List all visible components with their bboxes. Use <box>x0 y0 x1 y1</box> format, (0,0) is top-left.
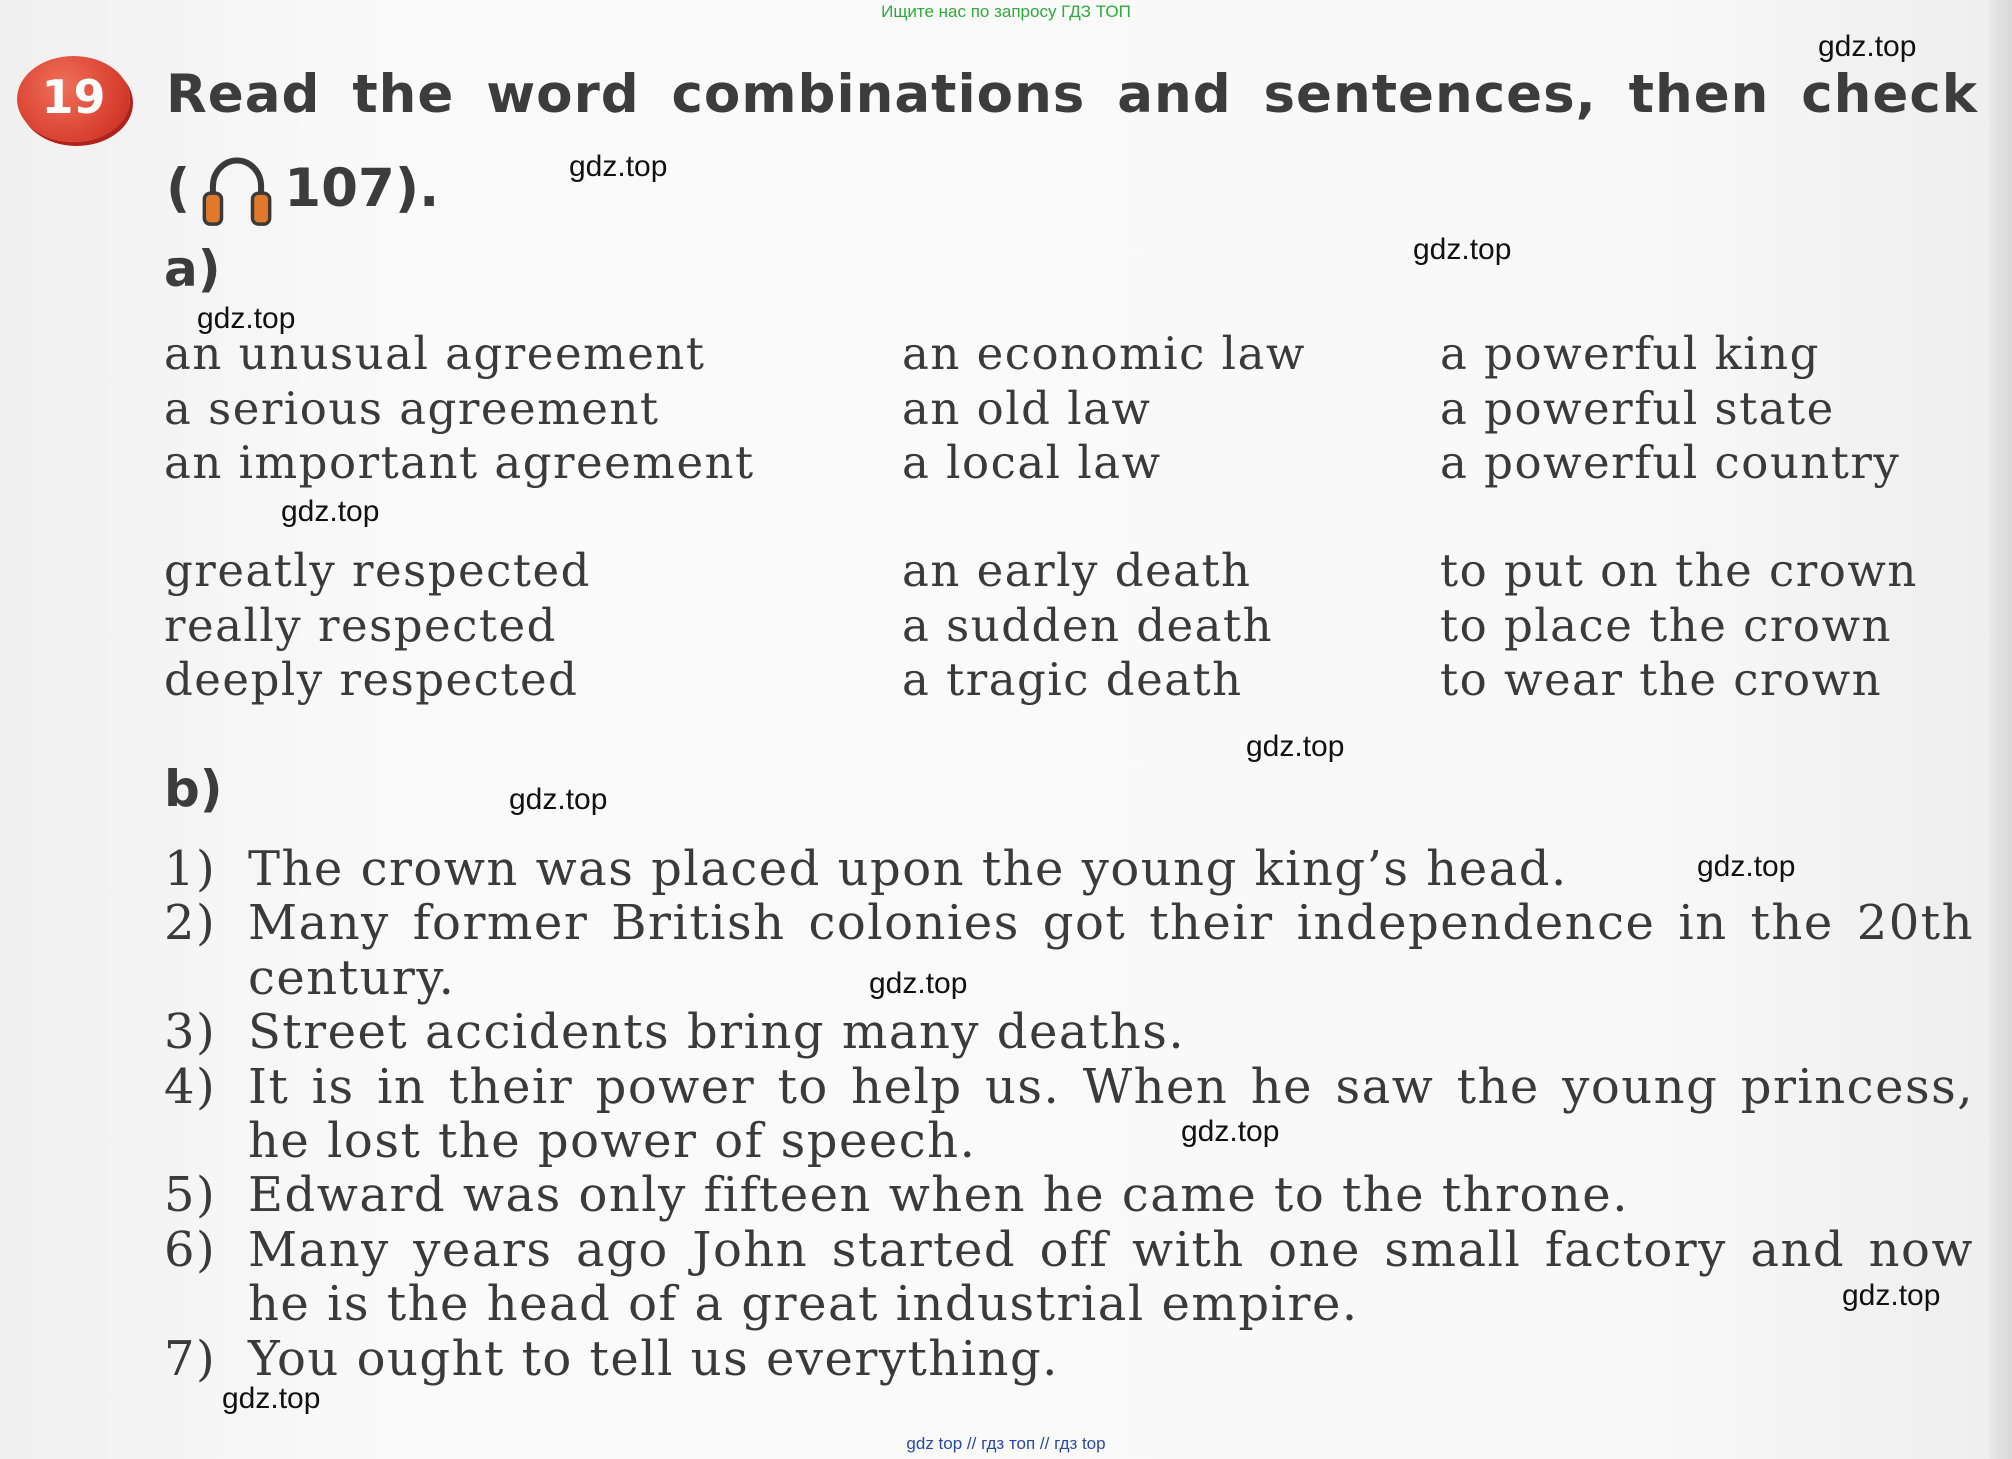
watermark: gdz.top <box>1246 730 1345 763</box>
group1-col3 <box>1440 327 1900 491</box>
sentence-line: You ought to tell us everything. <box>248 1330 1059 1387</box>
sentence-line: he lost the power of speech. <box>248 1113 977 1170</box>
audio-track-number: 107). <box>284 157 440 219</box>
sentence-line: he is the head of a great industrial empire. <box>248 1276 1359 1333</box>
watermark: gdz.top <box>1413 233 1512 266</box>
page-edge <box>1990 0 2012 1459</box>
top-banner[interactable]: Ищите нас по запросу ГДЗ ТОП <box>881 2 1131 21</box>
sentence-line: century. <box>248 949 456 1006</box>
open-paren: ( <box>166 157 191 219</box>
sentence-4 <box>164 1060 1974 1169</box>
part-a-label: a) <box>164 240 221 298</box>
watermark: gdz.top <box>281 495 380 528</box>
sentence-number: 5) <box>164 1167 217 1224</box>
word-combination: really respected <box>164 598 557 652</box>
word-combination: a sudden death <box>902 598 1274 652</box>
part-b-label: b) <box>164 760 223 818</box>
group1-col2 <box>902 327 1306 491</box>
word-combination: a tragic death <box>902 653 1243 706</box>
word-combination: to place the crown <box>1440 598 1892 652</box>
watermark: gdz.top <box>1697 850 1796 883</box>
watermark: gdz.top <box>869 967 968 1000</box>
word-combination: a powerful king <box>1440 327 1820 380</box>
sentence-number: 2) <box>164 895 217 952</box>
sentence-number: 6) <box>164 1221 217 1278</box>
word-combination: deeply respected <box>164 653 579 706</box>
sentence-5 <box>164 1168 1974 1222</box>
word-combination: a powerful country <box>1440 436 1901 489</box>
word-combination: an unusual agreement <box>164 327 706 380</box>
watermark: gdz.top <box>197 302 296 335</box>
sentence-2 <box>164 896 1974 1005</box>
group2-col1 <box>164 544 591 708</box>
exercise-heading-line2 <box>166 152 439 224</box>
headphones-icon <box>194 145 280 231</box>
word-combination: a serious agreement <box>164 381 660 435</box>
word-combination: an old law <box>902 381 1152 435</box>
sentence-3 <box>164 1005 1974 1059</box>
word-combination: an economic law <box>902 327 1306 380</box>
group1-col1 <box>164 327 755 491</box>
watermark: gdz.top <box>1818 30 1917 63</box>
word-combination: an early death <box>902 544 1252 597</box>
sentence-6 <box>164 1223 1974 1332</box>
exercise-number-badge <box>17 56 130 142</box>
word-combination: to put on the crown <box>1440 544 1918 597</box>
word-combination: a powerful state <box>1440 381 1835 435</box>
group2-col2 <box>902 544 1273 708</box>
sentence-7 <box>164 1332 1974 1386</box>
group2-col3 <box>1440 544 1918 708</box>
watermark: gdz.top <box>1842 1279 1941 1312</box>
sentence-line: Street accidents bring many deaths. <box>248 1004 1186 1061</box>
sentence-number: 4) <box>164 1058 217 1115</box>
sentence-list <box>164 842 1974 1386</box>
sentence-line: Many former British colonies got their independence in the 20th <box>248 895 1974 952</box>
word-combination: to wear the crown <box>1440 653 1883 706</box>
word-combination: greatly respected <box>164 544 591 597</box>
watermark: gdz.top <box>509 783 608 816</box>
watermark: gdz.top <box>222 1382 321 1415</box>
sentence-number: 3) <box>164 1004 217 1061</box>
sentence-number: 7) <box>164 1330 217 1387</box>
watermark: gdz.top <box>1181 1115 1280 1148</box>
sentence-line: Many years ago John started off with one small factory and now <box>248 1221 1974 1278</box>
footer-links[interactable]: gdz top // гдз топ // гдз top <box>906 1434 1106 1453</box>
word-combination: an important agreement <box>164 436 755 489</box>
sentence-line: Edward was only fifteen when he came to the throne. <box>248 1167 1629 1224</box>
word-combination: a local law <box>902 436 1162 489</box>
watermark: gdz.top <box>569 150 668 183</box>
sentence-number: 1) <box>164 841 217 897</box>
sentence-line: It is in their power to help us. When he saw the young princess, <box>248 1058 1974 1115</box>
exercise-number: 19 <box>41 70 106 124</box>
sentence-line: The crown was placed upon the young king’s head. <box>248 841 1568 897</box>
exercise-heading: Read the word combinations and sentences, then check <box>166 64 1978 125</box>
